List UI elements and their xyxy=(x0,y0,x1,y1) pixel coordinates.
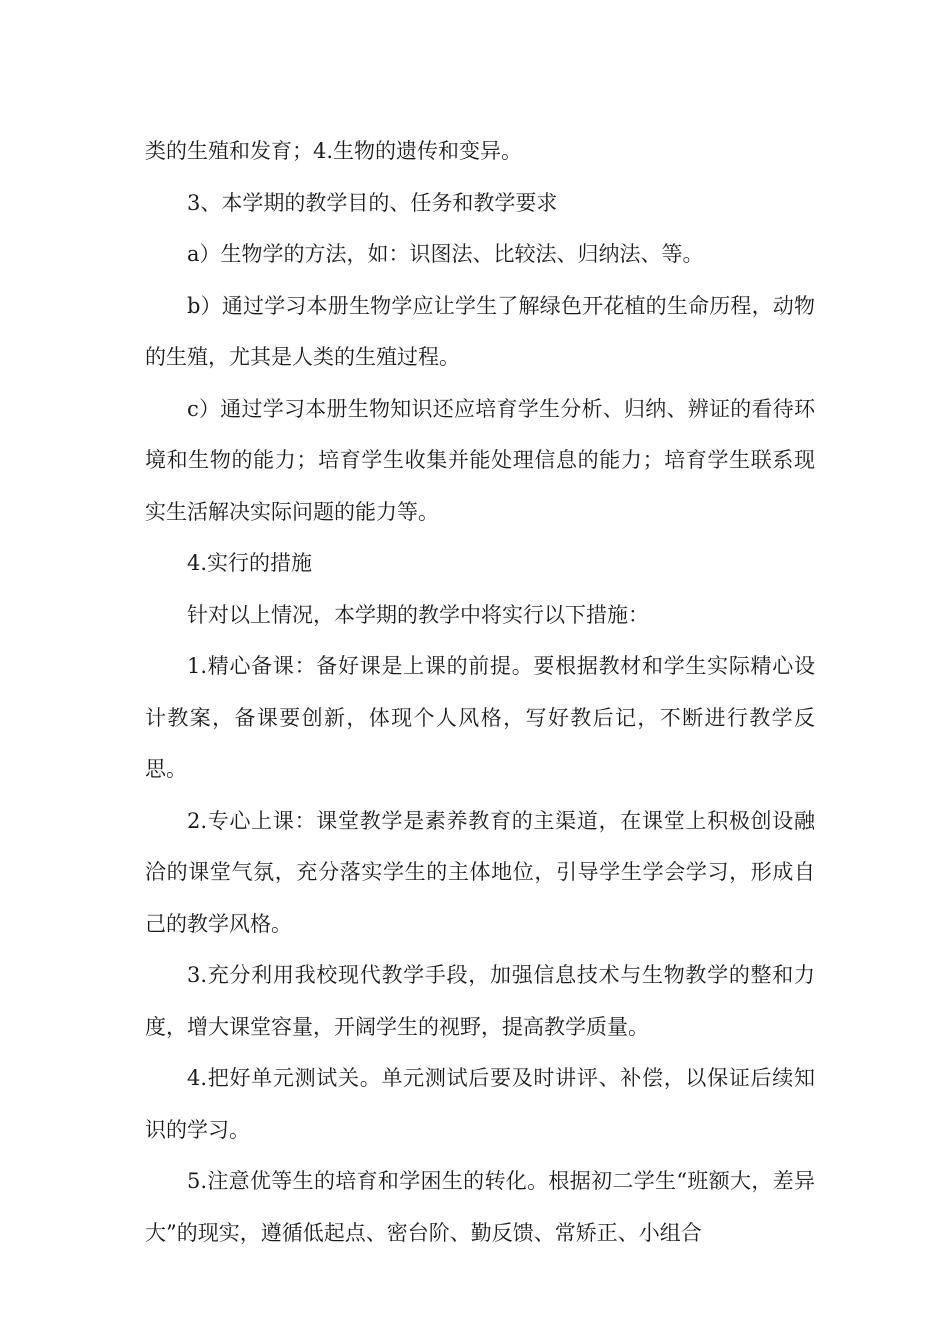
paragraph-continuation: 类的生殖和发育；4.生物的遗传和变异。 xyxy=(145,139,523,163)
paragraph-item-a: a）生物学的方法，如：识图法、比较法、归纳法、等。 xyxy=(187,242,704,266)
paragraph-measure-1: 1.精心备课：备好课是上课的前提。要根据教材和学生实际精心设计教案，备课要创新，体现个人风格，写好教后记，不断进行教学反思。 xyxy=(145,654,815,781)
document-body xyxy=(145,126,815,1259)
paragraph-measure-2: 2.专心上课：课堂教学是素养教育的主渠道，在课堂上积极创设融洽的课堂气氛，充分落实学生的主体地位，引导学生学会学习，形成自己的教学风格。 xyxy=(145,808,815,936)
paragraph-measure-5: 5.注意优等生的培育和学困生的转化。根据初二学生“班额大，差异大”的现实，遵循低起点、密台阶、勤反馈、常矫正、小组合 xyxy=(145,1169,815,1245)
paragraph-heading-teaching-goals: 3、本学期的教学目的、任务和教学要求 xyxy=(187,190,558,215)
paragraph-item-c: c）通过学习本册生物知识还应培育学生分析、归纳、辨证的看待环境和生物的能力；培育学生收集并能处理信息的能力；培育学生联系现实生活解决实际问题的能力等。 xyxy=(145,396,815,524)
paragraph-measures-intro: 针对以上情况，本学期的教学中将实行以下措施： xyxy=(187,602,649,627)
paragraph-heading-measures: 4.实行的措施 xyxy=(187,551,313,575)
paragraph-measure-4: 4.把好单元测试关。单元测试后要及时讲评、补偿，以保证后续知识的学习。 xyxy=(145,1066,815,1142)
paragraph-item-b: b）通过学习本册生物学应让学生了解绿色开花植的生命历程，动物的生殖，尤其是人类的生殖过程。 xyxy=(145,293,815,369)
paragraph-measure-3: 3.充分利用我校现代教学手段，加强信息技术与生物教学的整和力度，增大课堂容量，开阔学生的视野，提高教学质量。 xyxy=(145,963,815,1039)
